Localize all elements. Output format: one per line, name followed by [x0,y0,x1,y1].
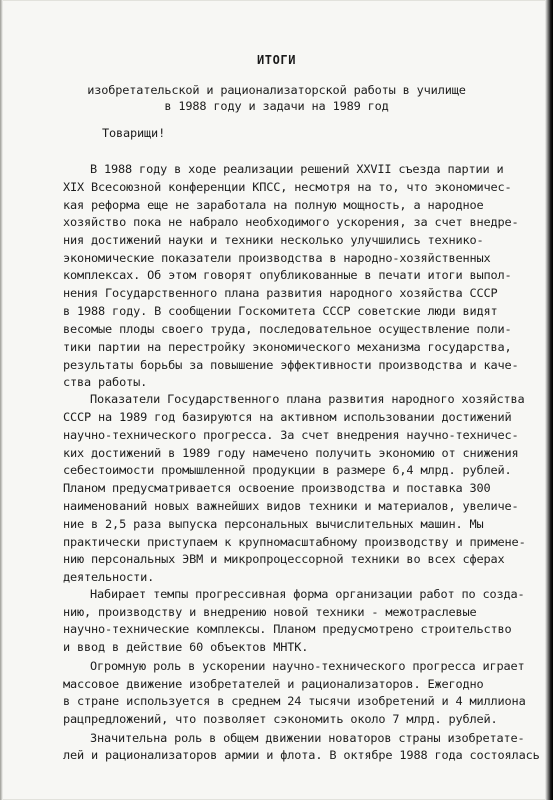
document-subtitle-line-2: в 1988 году и задачи на 1989 год [164,99,389,113]
document-subtitle-line-1: изобретательской и рационализаторской работы в училище [87,83,466,97]
body-line: весомые плоды своего труда, последовательное осуществление поли- [63,322,512,336]
body-line: нию персональных ЭВМ и микропроцессорной техники во всех сферах [63,552,505,566]
body-line: Планом предусматривается освоение производства и поставка 300 [63,481,491,495]
body-line: хозяйство пока не набрало необходимого ускорения, за счет внедре- [63,215,519,229]
body-line: ние в 2,5 раза выпуска персональных вычислительных машин. Мы [63,517,484,531]
body-line: ния достижений науки и техники несколько улучшились технико- [63,233,484,247]
body-line: экономические показатели производства в народно-хозяйственных [63,251,491,265]
body-line: и ввод в действие 60 объектов МНТК. [63,640,309,654]
body-line: деятельности. [63,570,155,584]
body-line: практически приступаем к крупномасштабному производству и примене- [63,535,526,549]
body-line: результаты борьбы за повышение эффективности производства и каче- [63,358,519,372]
body-line: нию, производству и внедрению новой техники - межотраслевые [63,605,477,619]
body-line: массовое движение изобретателей и рационализаторов. Ежегодно [63,677,484,691]
body-line: наименований новых важнейших видов техники и материалов, увеличе- [63,499,519,513]
body-line: В 1988 году в ходе реализации решений XXVII съезда партии и [90,162,504,176]
body-line: СССР на 1989 год базируются на активном использовании достижений [63,410,512,424]
body-line: рацпредложений, что позволяет сэкономить около 7 млрд. рублей. [63,712,498,726]
body-line: Огромную роль в ускорении научно-технического прогресса играет [90,659,525,673]
body-line: лей и рационализаторов армии и флота. В октябре 1988 года состоялась [63,748,540,762]
body-line: ких достижений в 1989 году намечено получить экономию от снижения [63,446,519,460]
scan-edge-right [545,0,553,800]
body-line: Показатели Государственного плана развития народного хозяйства [90,392,525,406]
body-line: тики партии на перестройку экономического механизма государства, [63,340,512,354]
body-line: Набирает темпы прогрессивная форма организации работ по созда- [90,587,525,601]
body-line: в стране используется в среднем 24 тысячи изобретений и 4 миллиона [63,694,526,708]
scan-edge-left [0,0,3,800]
body-line: Значительна роль в общем движении новаторов страны изобретате- [90,731,525,745]
body-line: нения Государственного плана развития народного хозяйства СССР [63,286,498,300]
body-line: научно-технические комплексы. Планом предусмотрено строительство [63,622,512,636]
body-line: себестоимости промышленной продукции в размере 6,4 млрд. рублей. [63,463,512,477]
body-line: комплексах. Об этом говорят опубликованные в печати итоги выпол- [63,268,512,282]
greeting: Товарищи! [102,126,166,140]
body-line: научно-технического прогресса. За счет внедрения научно-техничес- [63,428,519,442]
body-line: ства работы. [63,375,148,389]
body-line: кая реформа еще не заработала на полную мощность, а народное [63,198,484,212]
body-line: XIX Всесоюзной конференции КПСС, несмотря на то, что экономичес- [63,180,512,194]
document-title: ИТОГИ [256,53,297,67]
body-line: в 1988 году. В сообщении Госкомитета СССР советские люди видят [63,304,498,318]
